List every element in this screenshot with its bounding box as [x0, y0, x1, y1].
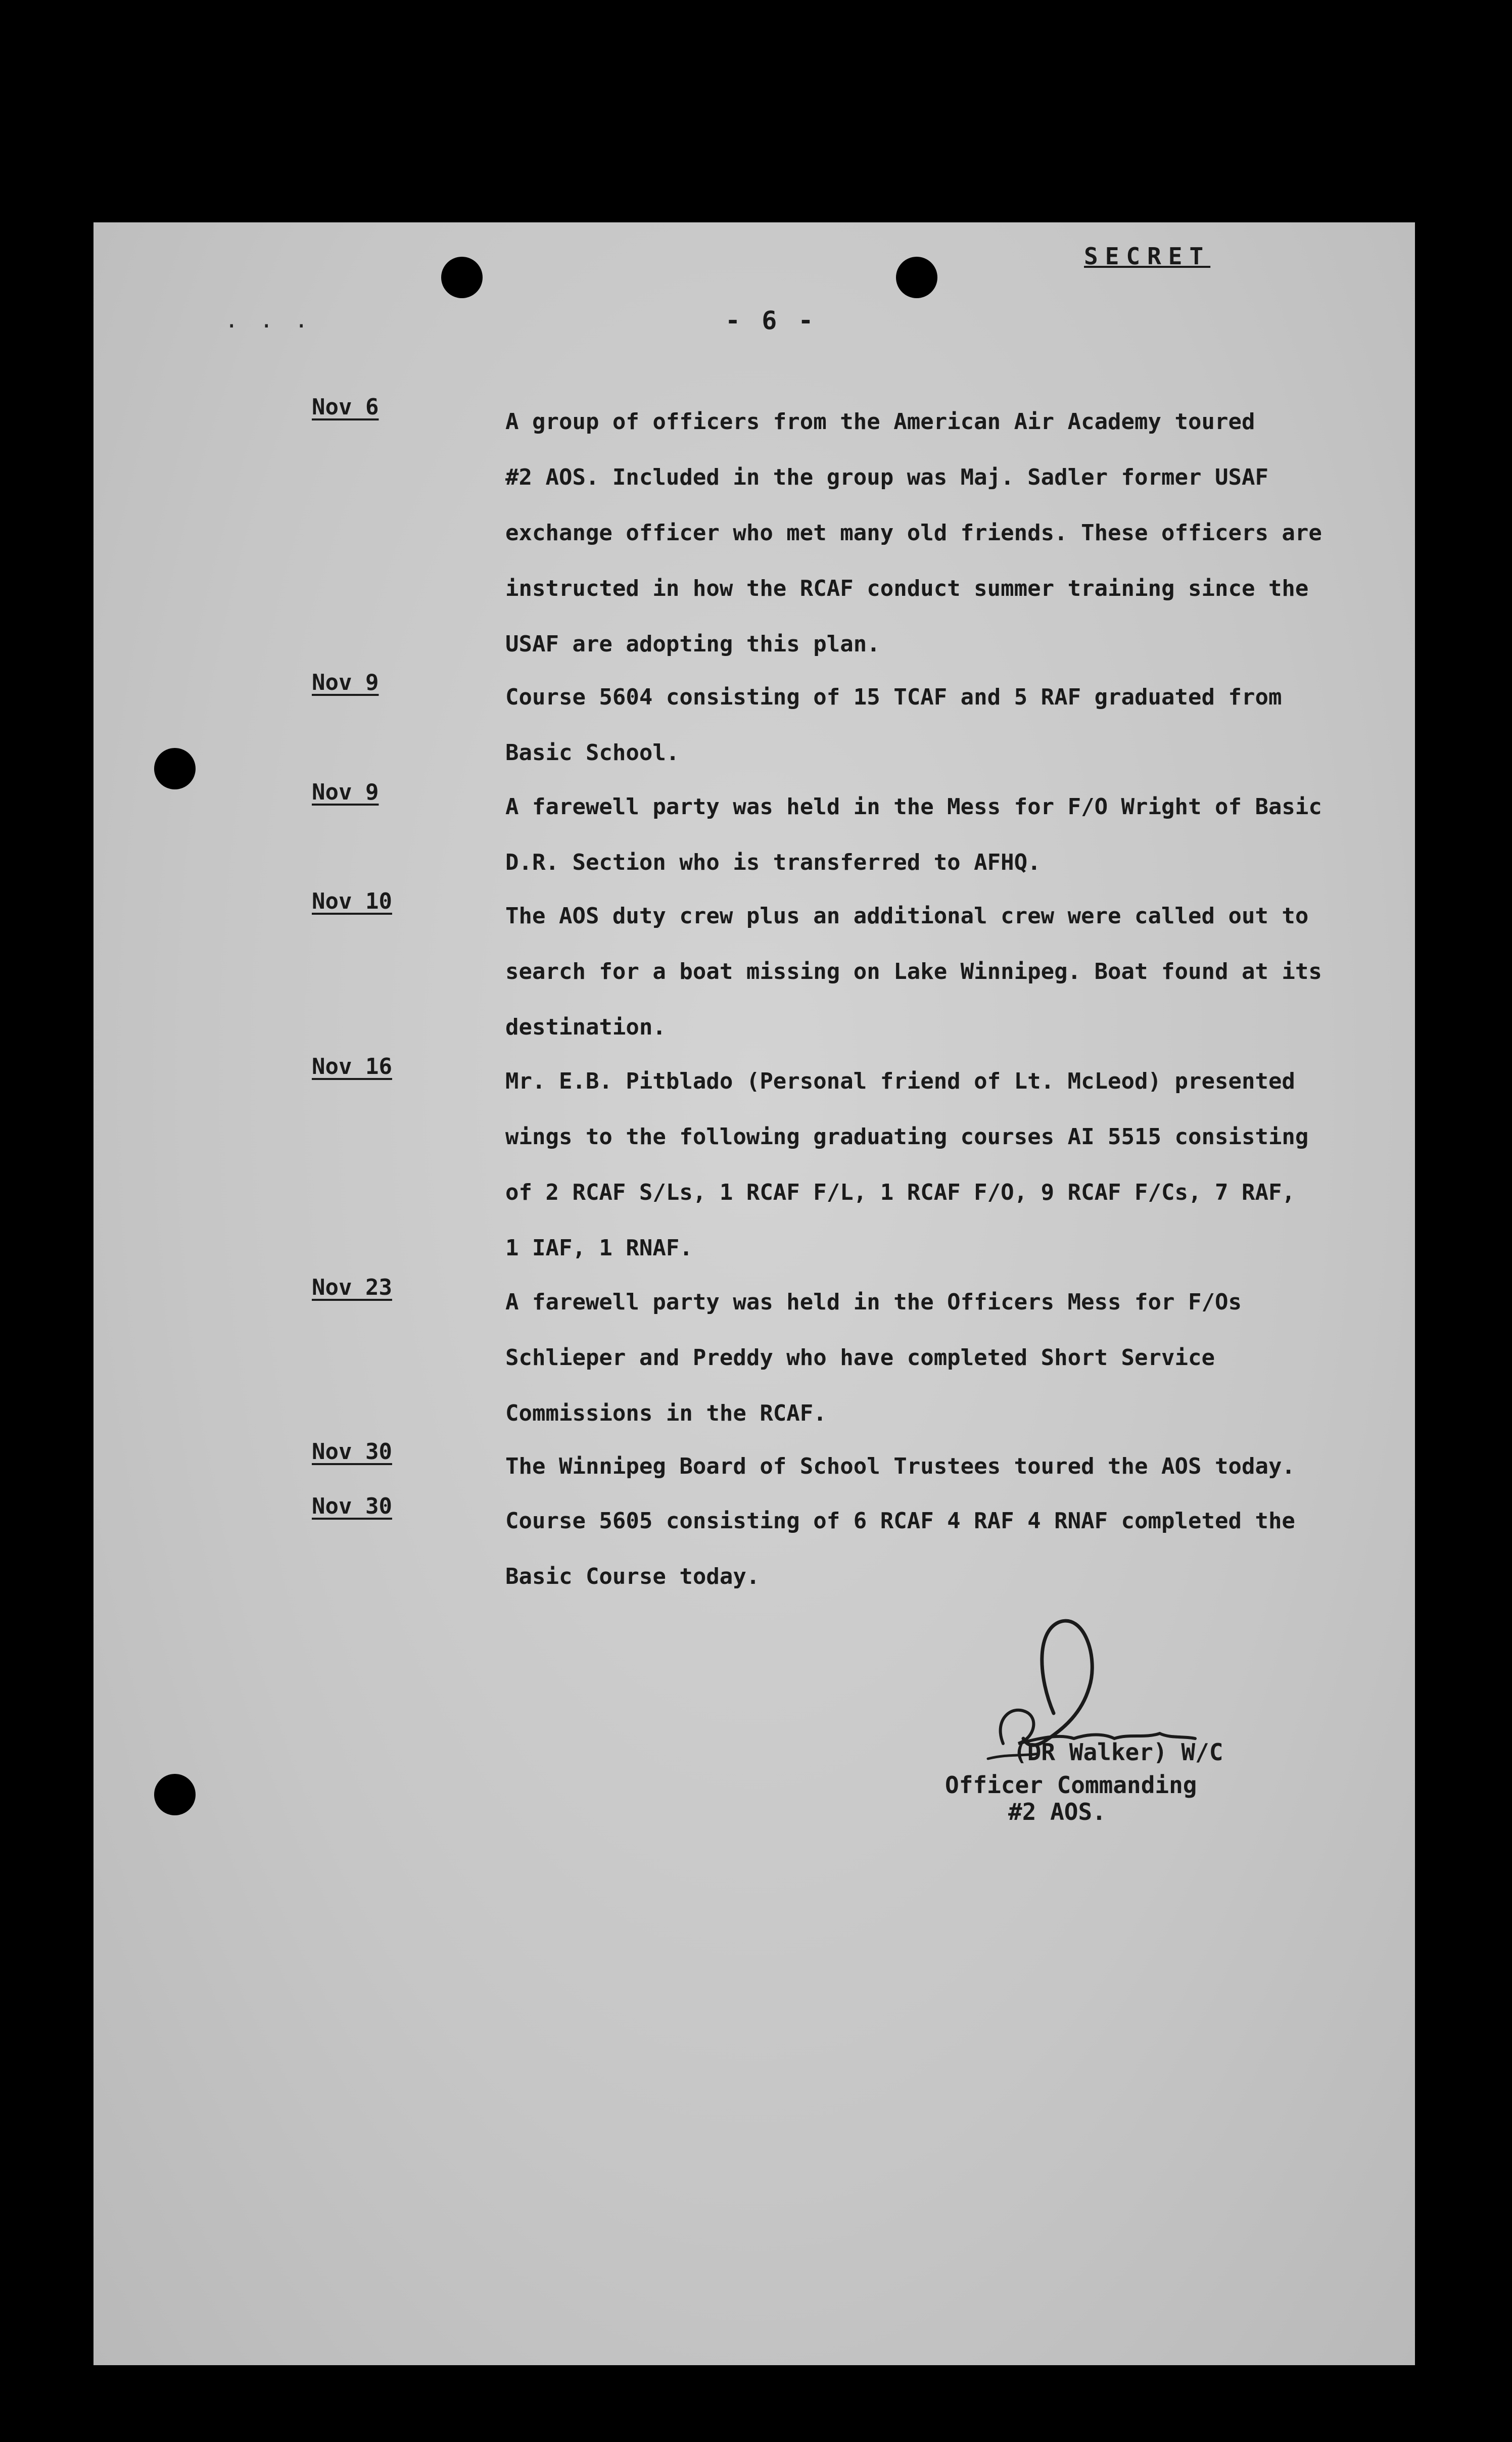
- entry-date: Nov 23: [312, 1275, 392, 1300]
- classification-marking: SECRET: [1084, 243, 1211, 270]
- entry-date: Nov 9: [312, 779, 379, 805]
- entry-date: Nov 10: [312, 888, 392, 914]
- entry-text: A group of officers from the American Air Academy toured #2 AOS. Included in the group was Maj. Sadler former USAF exchange officer who met many old friends. These officers are instructed in how the RCAF conduct summer training since the USAF are adopting this plan.: [505, 409, 1322, 657]
- signature-block: [937, 1587, 1291, 1789]
- document-page: [93, 222, 1415, 2365]
- entry-date: Nov 9: [312, 670, 379, 695]
- punch-hole-top-right: [896, 257, 937, 298]
- entry-text: The AOS duty crew plus an additional crew were called out to search for a boat missing on Lake Winnipeg. Boat found at its destination.: [505, 903, 1322, 1040]
- signature-unit: #2 AOS.: [1008, 1798, 1106, 1825]
- punch-hole-left-middle: [154, 748, 196, 789]
- entry-date: Nov 6: [312, 394, 379, 420]
- entry-date: Nov 30: [312, 1493, 392, 1519]
- entry-text: A farewell party was held in the Mess for F/O Wright of Basic D.R. Section who is transferred to AFHQ.: [505, 794, 1322, 875]
- punch-hole-left-bottom: [154, 1774, 196, 1815]
- entry-text: The Winnipeg Board of School Trustees toured the AOS today.: [505, 1453, 1295, 1479]
- entry-text: A farewell party was held in the Officers Mess for F/Os Schlieper and Preddy who have completed Short Service Commissions in the RCAF.: [505, 1289, 1242, 1426]
- entry-date: Nov 30: [312, 1439, 392, 1465]
- signature-name: (DR Walker) W/C: [1013, 1739, 1223, 1766]
- entry-date: Nov 16: [312, 1054, 392, 1079]
- entry-text: Mr. E.B. Pitblado (Personal friend of Lt. McLeod) presented wings to the following graduating courses AI 5515 consisting of 2 RCAF S/Ls, 1 RCAF F/L, 1 RCAF F/O, 9 RCAF F/Cs, 7 RAF, 1 IAF, 1 RNAF.: [505, 1068, 1309, 1261]
- margin-mark: · · ·: [225, 313, 312, 339]
- punch-hole-top-left: [441, 257, 483, 298]
- signature-title: Officer Commanding: [945, 1771, 1197, 1799]
- entry-text: Course 5604 consisting of 15 TCAF and 5 RAF graduated from Basic School.: [505, 684, 1282, 766]
- entry-text: Course 5605 consisting of 6 RCAF 4 RAF 4 RNAF completed the Basic Course today.: [505, 1508, 1295, 1589]
- page-number: - 6 -: [725, 306, 817, 335]
